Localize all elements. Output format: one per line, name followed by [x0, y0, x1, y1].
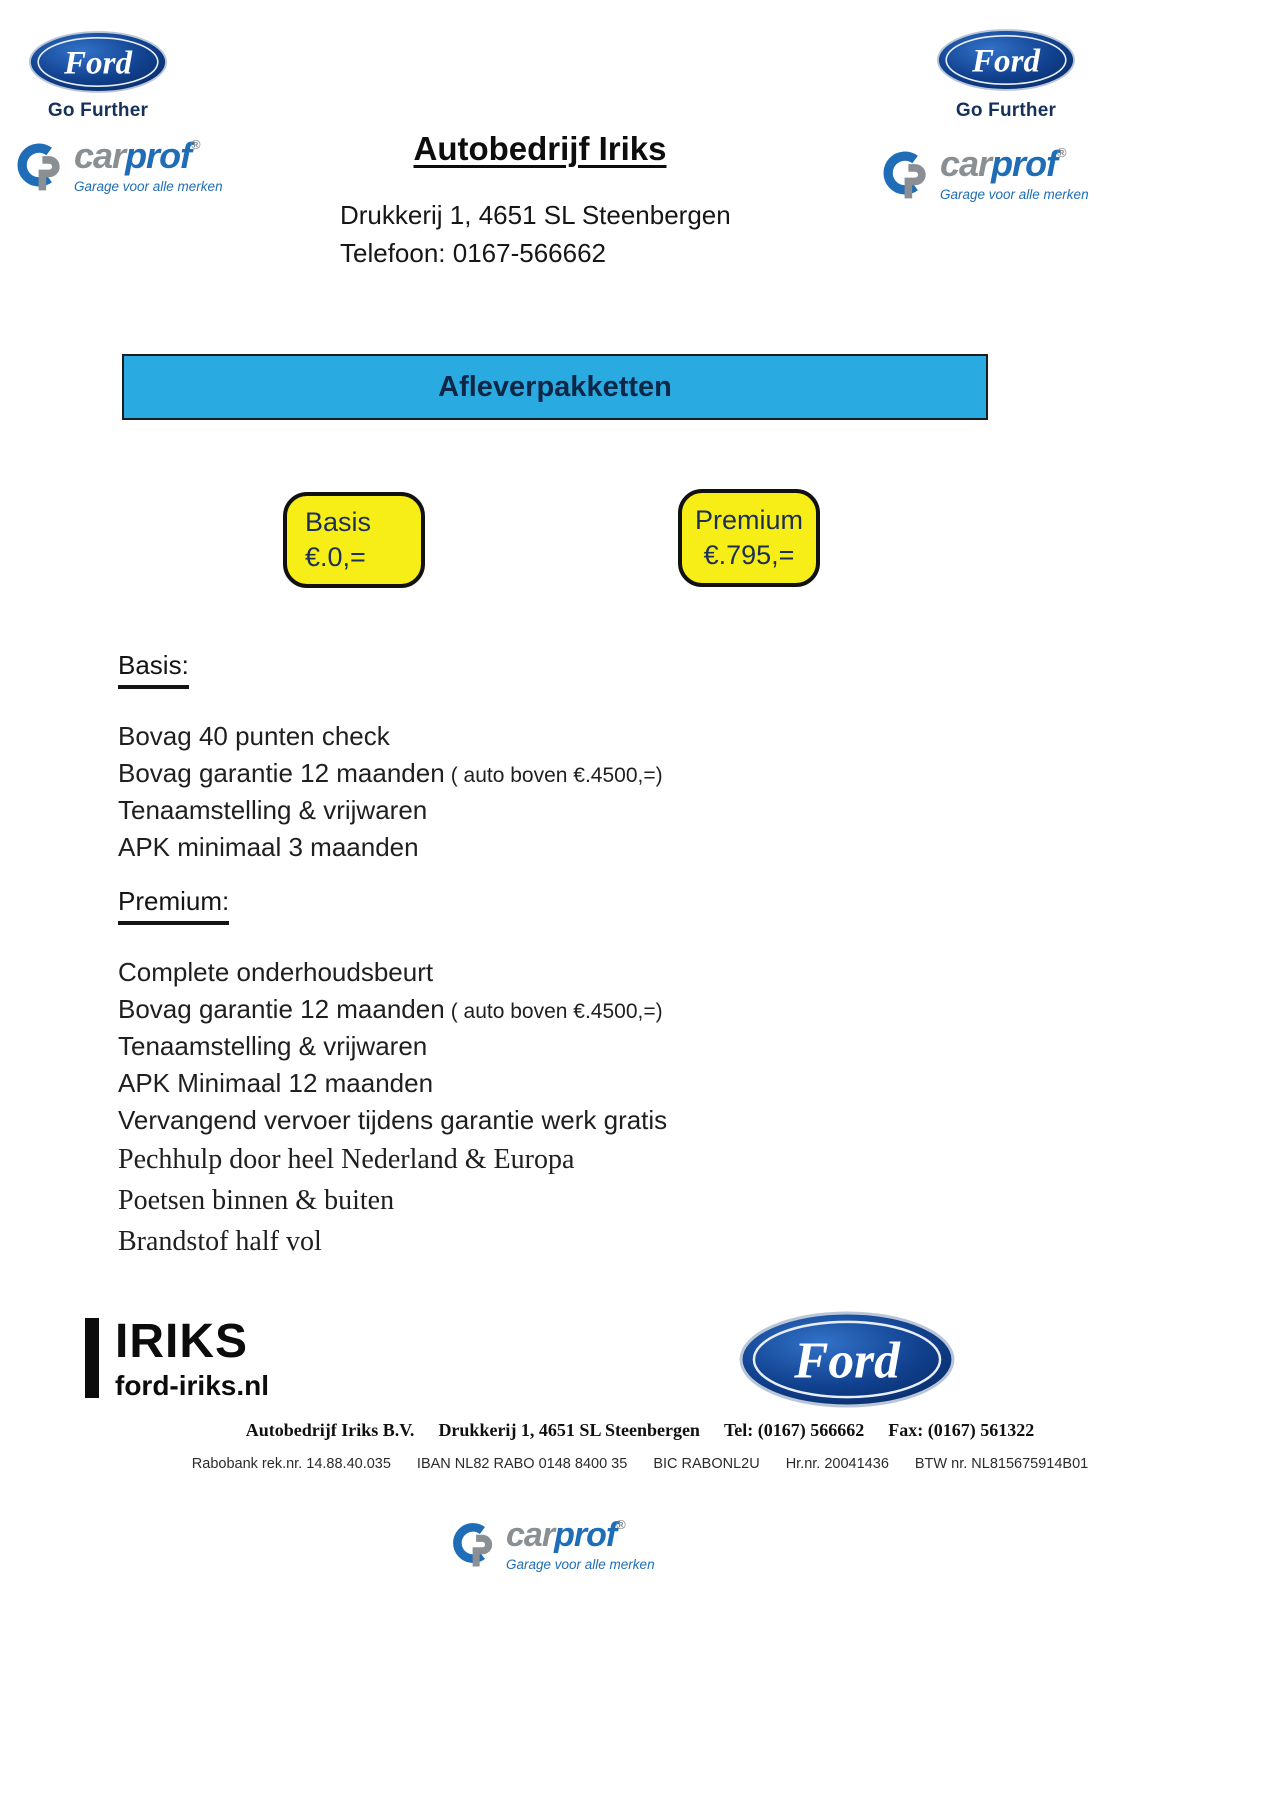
iriks-logo-text — [115, 1315, 270, 1402]
item-text: Vervangend vervoer tijdens garantie werk gratis — [118, 1105, 668, 1135]
basis-section — [118, 650, 663, 867]
item-text: APK minimaal 3 maanden — [118, 832, 419, 862]
carprof-word-car: car — [506, 1516, 555, 1554]
page-title: Autobedrijf Iriks — [413, 130, 667, 167]
carprof-logo — [448, 1518, 655, 1572]
registered-mark-icon: ® — [616, 1517, 625, 1532]
registered-mark-icon: ® — [191, 137, 200, 152]
item-text: Tenaamstelling & vrijwaren — [118, 795, 428, 825]
footer-segment: Drukkerij 1, 4651 SL Steenbergen — [438, 1420, 700, 1440]
footer-segment: Autobedrijf Iriks B.V. — [245, 1420, 415, 1440]
item-text: APK Minimaal 12 maanden — [118, 1068, 434, 1098]
footer-segment: BTW nr. NL815675914B01 — [914, 1456, 1089, 1472]
package-name: Basis — [305, 506, 372, 537]
list-item — [118, 992, 673, 1029]
list-item — [118, 955, 673, 992]
carprof-word-prof: prof — [125, 135, 192, 176]
ford-logo — [28, 30, 168, 94]
carprof-logo — [878, 143, 1089, 202]
carprof-word-prof: prof — [554, 1516, 617, 1554]
list-item — [118, 1029, 673, 1066]
ford-logo — [738, 1310, 956, 1409]
item-text: Poetsen binnen & buiten — [118, 1185, 395, 1216]
carprof-text — [74, 135, 223, 194]
ford-tagline: Go Further — [955, 100, 1057, 121]
list-item — [118, 1103, 673, 1140]
basis-heading: Basis: — [118, 650, 189, 689]
carprof-wordmark — [940, 143, 1089, 184]
registered-mark-icon: ® — [1057, 145, 1066, 160]
footer-segment: IBAN NL82 RABO 0148 8400 35 — [416, 1456, 628, 1472]
carprof-word-prof: prof — [991, 143, 1058, 184]
item-text: Brandstof half vol — [118, 1226, 322, 1257]
item-text: Bovag garantie 12 maanden — [118, 758, 445, 788]
address-line: Drukkerij 1, 4651 SL Steenbergen — [340, 200, 731, 230]
carprof-tagline: Garage voor alle merken — [74, 179, 223, 194]
ford-wordmark: Ford — [63, 45, 133, 82]
basis-list — [118, 719, 663, 867]
carprof-icon — [12, 138, 66, 192]
iriks-logo-bar — [85, 1318, 99, 1398]
item-text: Bovag garantie 12 maanden — [118, 994, 445, 1024]
footer-segment: BIC RABONL2U — [653, 1456, 760, 1472]
package-card-basis — [283, 492, 425, 588]
item-text: Tenaamstelling & vrijwaren — [118, 1031, 428, 1061]
list-item — [118, 830, 663, 867]
iriks-website: ford-iriks.nl — [115, 1370, 270, 1401]
list-item — [118, 756, 663, 793]
list-item — [118, 1181, 673, 1222]
list-item — [118, 1066, 673, 1103]
banner-label: Afleverpakketten — [438, 370, 672, 403]
iriks-logo — [85, 1315, 270, 1402]
item-note: ( auto boven €.4500,=) — [450, 1000, 663, 1023]
premium-list — [118, 955, 673, 1263]
footer-segment: Hr.nr. 20041436 — [785, 1456, 889, 1472]
carprof-wordmark — [506, 1518, 655, 1552]
carprof-tagline: Garage voor alle merken — [506, 1557, 655, 1572]
carprof-icon — [878, 146, 932, 200]
ford-wordmark: Ford — [971, 43, 1041, 80]
item-note: ( auto boven €.4500,=) — [450, 764, 663, 787]
premium-heading: Premium: — [118, 886, 229, 925]
package-price: €.795,= — [703, 540, 795, 570]
ford-logo — [936, 28, 1076, 92]
iriks-name: IRIKS — [115, 1315, 249, 1368]
list-item — [118, 793, 663, 830]
item-text: Pechhulp door heel Nederland & Europa — [118, 1144, 575, 1175]
ford-tagline: Go Further — [47, 100, 149, 121]
package-name: Premium — [694, 504, 803, 535]
carprof-text — [506, 1518, 655, 1572]
afleverpakketten-banner — [122, 354, 988, 420]
item-text: Bovag 40 punten check — [118, 721, 390, 751]
list-item — [118, 719, 663, 756]
footer-segment: Tel: (0167) 566662 — [723, 1420, 865, 1440]
phone-line: Telefoon: 0167-566662 — [340, 238, 607, 268]
footer-segment: Rabobank rek.nr. 14.88.40.035 — [191, 1456, 391, 1472]
item-text: Complete onderhoudsbeurt — [118, 957, 434, 987]
premium-section — [118, 886, 673, 1263]
carprof-logo — [12, 135, 223, 194]
carprof-wordmark — [74, 135, 223, 176]
footer-company-line — [0, 1420, 1280, 1441]
carprof-word-car: car — [940, 143, 992, 184]
list-item — [118, 1140, 673, 1181]
package-price: €.0,= — [305, 542, 366, 572]
carprof-tagline: Garage voor alle merken — [940, 187, 1089, 202]
list-item — [118, 1222, 673, 1263]
carprof-icon — [448, 1518, 498, 1568]
address-block — [340, 196, 731, 272]
footer-segment: Fax: (0167) 561322 — [888, 1420, 1035, 1440]
carprof-text — [940, 143, 1089, 202]
package-card-premium — [678, 489, 820, 587]
ford-wordmark: Ford — [794, 1332, 900, 1390]
carprof-word-car: car — [74, 135, 126, 176]
footer-bank-line — [0, 1456, 1280, 1472]
